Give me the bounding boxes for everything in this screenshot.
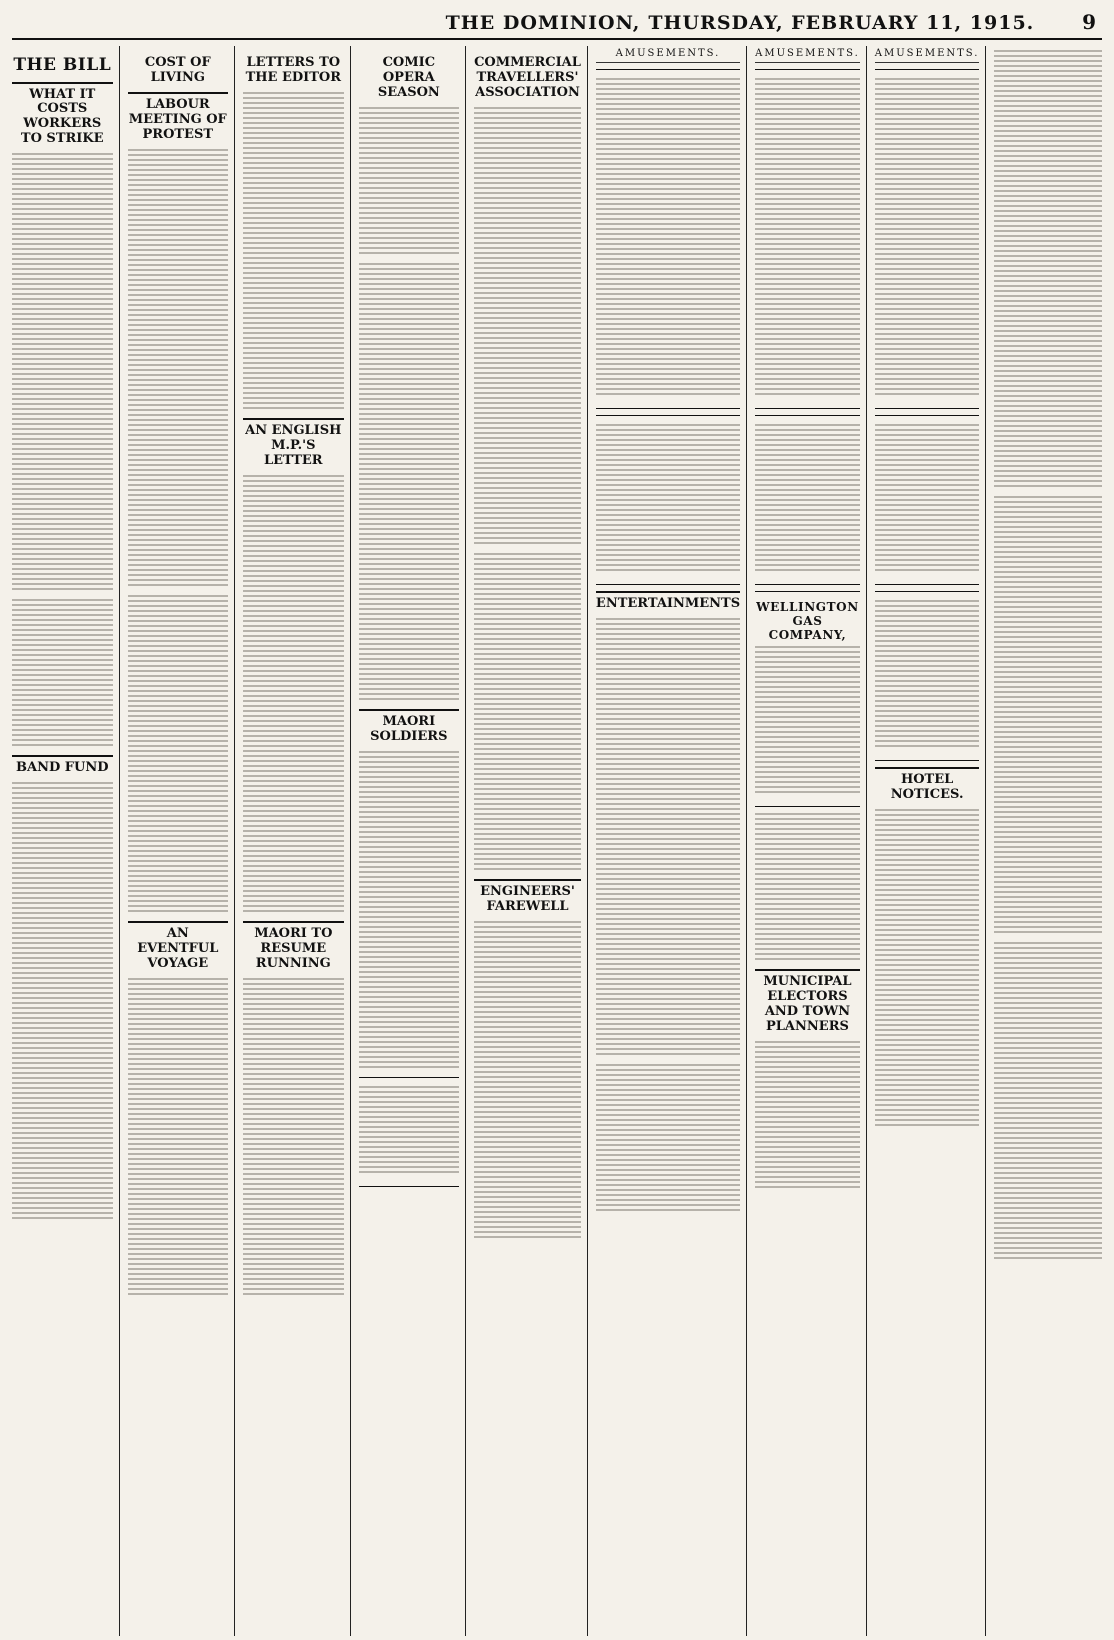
theatre-ad — [755, 415, 860, 585]
article-body-text — [243, 92, 344, 412]
gas-company-title: WELLINGTON GAS COMPANY, — [756, 600, 859, 642]
advertisement-text — [596, 424, 740, 574]
wages-table — [12, 599, 113, 749]
section-label-amusements: AMUSEMENTS. — [596, 46, 740, 63]
theatre-ad — [755, 69, 860, 409]
column-6 — [596, 46, 747, 1636]
gas-company-ad — [755, 591, 860, 807]
page-number: 9 — [1082, 10, 1096, 34]
headline-labour-meeting: LABOUR MEETING OF PROTEST — [128, 92, 229, 143]
newspaper-columns — [12, 46, 1102, 1636]
article-body-text — [128, 149, 229, 589]
column-9 — [994, 46, 1102, 1636]
headline-band-fund: BAND FUND — [12, 755, 113, 776]
advertisement-text — [755, 813, 860, 963]
headline-cost-of-living: COST OF LIVING — [144, 55, 211, 85]
article-body-text — [359, 751, 460, 1071]
headline-maori-resume-running: MAORI TO RESUME RUNNING — [243, 921, 344, 972]
theatre-ad — [875, 69, 980, 409]
ferry-service-ad — [875, 591, 980, 761]
headline-cost-to-strike: WHAT IT COSTS WORKERS TO STRIKE — [12, 82, 113, 148]
section-label-amusements: AMUSEMENTS. — [755, 46, 860, 63]
paper-name: THE DOMINION, — [445, 12, 641, 34]
article-body-text — [243, 475, 344, 915]
grand-opera-house-ad — [596, 69, 740, 409]
section-label-amusements: AMUSEMENTS. — [875, 46, 980, 63]
column-5 — [474, 46, 588, 1636]
masthead — [12, 10, 1102, 40]
article-body-text — [755, 1041, 860, 1191]
article-body-text — [243, 978, 344, 1298]
headline-engineers-farewell: ENGINEERS' FAREWELL — [474, 879, 581, 915]
theatre-ad — [596, 415, 740, 585]
column-1 — [12, 46, 120, 1636]
article-body-text — [359, 263, 460, 703]
headline-english-mp-letter: AN ENGLISH M.P.'S LETTER — [243, 418, 344, 469]
advertisement-text — [994, 942, 1102, 1262]
advertisement-text — [596, 78, 740, 398]
column-2 — [128, 46, 236, 1636]
headline-entertainments: ENTERTAINMENTS — [596, 591, 740, 612]
article-body-text — [596, 618, 740, 1058]
article-body-text — [128, 595, 229, 915]
article-body-text — [128, 978, 229, 1298]
advertisement-text — [755, 646, 860, 796]
article-body-text — [596, 1064, 740, 1214]
advertisement-text — [875, 78, 980, 398]
article-body-text — [474, 921, 581, 1241]
advertisement-text — [994, 496, 1102, 936]
headline-municipal-electors: MUNICIPAL ELECTORS AND TOWN PLANNERS — [755, 969, 860, 1035]
article-body-text — [474, 107, 581, 547]
column-3 — [243, 46, 351, 1636]
headline-comic-opera-season: COMIC OPERA SEASON — [377, 55, 440, 100]
article-body-text — [12, 782, 113, 1222]
advertisement-text — [359, 1086, 460, 1176]
headline-eventful-voyage: AN EVENTFUL VOYAGE — [128, 921, 229, 972]
column-7 — [755, 46, 867, 1636]
headline-maori-soldiers: MAORI SOLDIERS — [359, 709, 460, 745]
advertisement-text — [994, 50, 1102, 490]
headline-commercial-travellers: COMMERCIAL TRAVELLERS' ASSOCIATION — [474, 55, 581, 100]
advertisement-text — [875, 600, 980, 750]
headline-the-bill: THE BILL — [13, 55, 112, 75]
article-body-text — [474, 553, 581, 873]
article-body-text — [12, 153, 113, 593]
cast-list — [359, 107, 460, 257]
column-8 — [875, 46, 987, 1636]
column-4 — [359, 46, 467, 1636]
advertisement-text — [875, 424, 980, 574]
advertisement-text — [755, 424, 860, 574]
advertisement-text — [755, 78, 860, 398]
headline-letters-to-editor: LETTERS TO THE EDITOR — [245, 55, 342, 85]
picture-palace-ad — [875, 415, 980, 585]
advertisement-text — [875, 809, 980, 1129]
headline-hotel-notices: HOTEL NOTICES. — [875, 767, 980, 803]
issue-date: THURSDAY, FEBRUARY 11, 1915. — [648, 12, 1035, 34]
advertisement — [359, 1077, 460, 1187]
